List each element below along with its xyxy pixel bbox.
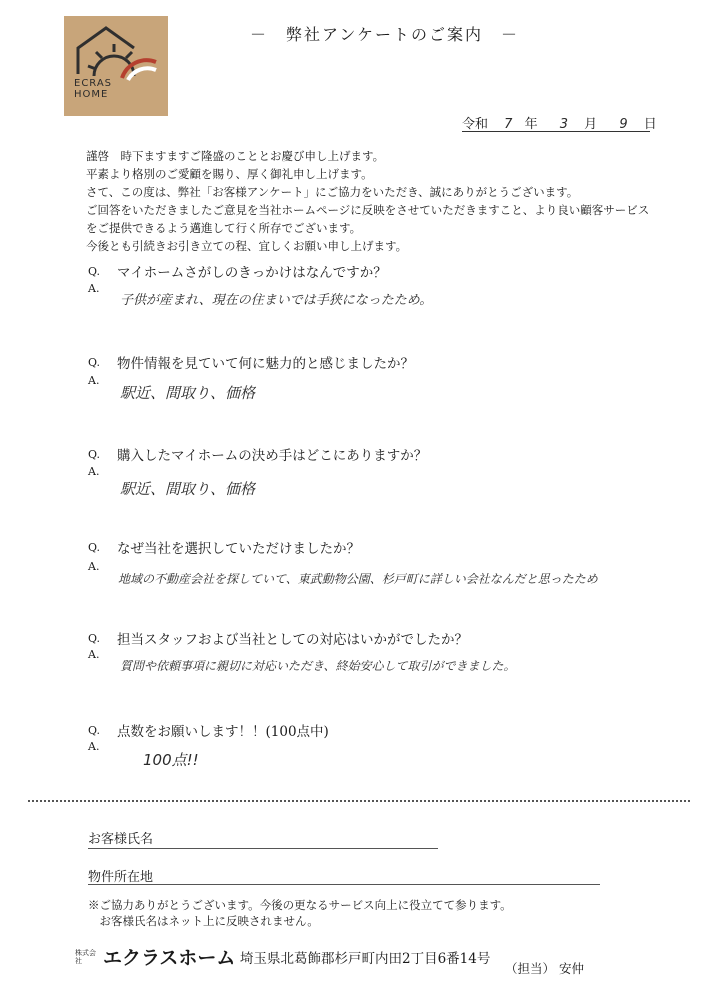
date-underline: [462, 131, 650, 132]
customer-name-line: [88, 848, 438, 849]
intro-line: さて、この度は、弊社「お客様アンケート」にご協力をいただき、誠にありがとうございます。: [86, 185, 579, 199]
divider: [28, 800, 690, 802]
question-4: なぜ当社を選択していただけましたか？: [117, 541, 360, 557]
intro-line: をご提供できるよう邁進して行く所存でございます。: [86, 221, 362, 235]
q-label: Q.: [88, 265, 100, 278]
question-5: 担当スタッフおよび当社としての対応はいかがでしたか？: [117, 632, 468, 648]
date-day-unit: 日: [643, 117, 657, 132]
a-label: A.: [88, 465, 100, 478]
intro-line: ご回答をいただきましたご意見を当社ホームページに反映をさせていただきますこと、より良い顧客サービス: [86, 203, 650, 217]
q-label: Q.: [88, 632, 100, 645]
a-label: A.: [88, 560, 100, 573]
answer-2: 駅近、間取り、価格: [120, 384, 256, 402]
intro-line: 今後とも引続きお引き立ての程、宜しくお願い申し上げます。: [86, 239, 408, 253]
intro-line: 謹啓 時下ますますご隆盛のこととお慶び申し上げます。: [86, 149, 385, 163]
company-name: エクラスホーム: [103, 947, 236, 969]
date: [462, 113, 657, 132]
date-day: 9: [619, 117, 628, 132]
answer-6: 100点!!: [143, 751, 199, 769]
staff: [505, 959, 584, 977]
answer-4: 地域の不動産会社を探していて、東武動物公園、杉戸町に詳しい会社なんだと思ったため: [118, 572, 598, 586]
q-label: Q.: [88, 724, 100, 737]
staff-label: （担当）: [505, 961, 556, 976]
a-label: A.: [88, 740, 100, 753]
answer-5: 質問や依頼事項に親切に対応いただき、終始安心して取引ができました。: [120, 659, 516, 673]
company-prefix: 株式会社: [75, 949, 96, 965]
date-year-unit: 年: [524, 117, 538, 132]
answer-1: 子供が産まれ、現在の住まいでは手狭になったため。: [120, 293, 433, 308]
date-month-unit: 月: [584, 117, 598, 132]
question-1: マイホームさがしのきっかけはなんですか？: [117, 265, 387, 281]
question-2: 物件情報を見ていて何に魅力的と感じましたか？: [117, 356, 414, 372]
company-address: 埼玉県北葛飾郡杉戸町内田2丁目6番14号: [240, 951, 491, 967]
company-logo: [64, 16, 168, 116]
note-line: お客様氏名はネット上に反映されません。: [88, 914, 319, 928]
page-title: － 弊社アンケートのご案内 －: [250, 25, 520, 44]
q-label: Q.: [88, 356, 100, 369]
property-location-line: [88, 884, 600, 885]
intro-line: 平素より格別のご愛顧を賜り、厚く御礼申し上げます。: [86, 167, 373, 181]
staff-name: 安仲: [559, 961, 585, 976]
property-location-label: 物件所在地: [88, 870, 154, 885]
date-year: 7: [504, 117, 513, 132]
note-line: ※ご協力ありがとうございます。今後の更なるサービス向上に役立てて参ります。: [88, 898, 512, 912]
q-label: Q.: [88, 448, 100, 461]
answer-3: 駅近、間取り、価格: [120, 480, 256, 498]
date-era: 令和: [462, 117, 489, 132]
question-3: 購入したマイホームの決め手はどこにありますか？: [117, 448, 428, 464]
house-sun-icon: [64, 16, 168, 116]
a-label: A.: [88, 282, 100, 295]
date-month: 3: [559, 117, 569, 132]
intro-text: [86, 147, 649, 255]
a-label: A.: [88, 648, 100, 661]
logo-text-line1: ECRAS: [74, 78, 113, 89]
logo-text-line2: HOME: [74, 89, 109, 100]
q-label: Q.: [88, 541, 100, 554]
notes: [88, 897, 512, 929]
customer-name-label: お客様氏名: [88, 832, 154, 847]
question-6: 点数をお願いします！！(100点中): [117, 724, 329, 740]
a-label: A.: [88, 374, 100, 387]
